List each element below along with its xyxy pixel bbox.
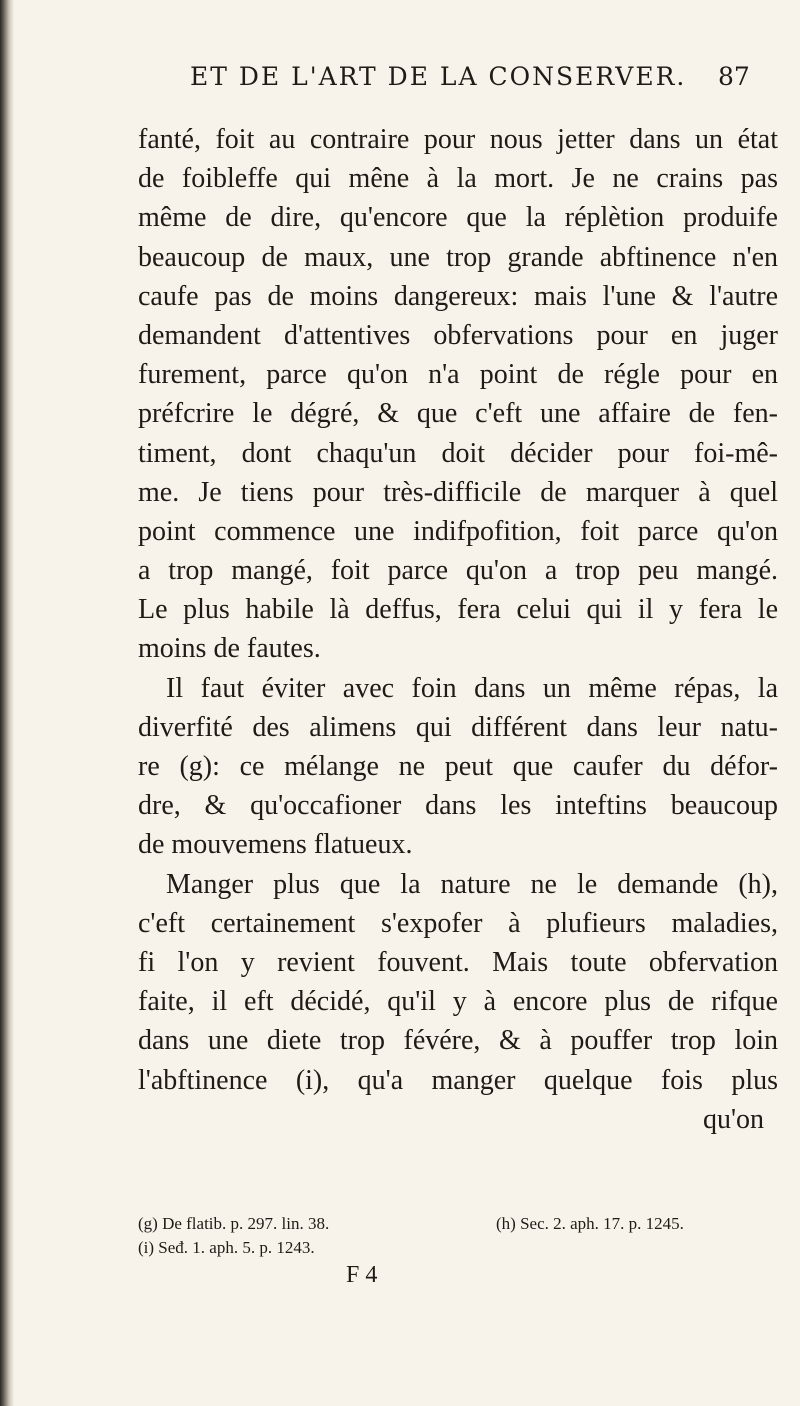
text-line: Il faut éviter avec foin dans un même répas, la [166,672,778,704]
body-text [138,120,778,1139]
text-line: dans une diete trop févére, & à pouffer trop loin [138,1025,778,1057]
text-line: c'eft certainement s'expofer à plufieurs maladies, [138,907,778,939]
footnote-i: (i) Seđ. 1. aph. 5. p. 1243. [138,1238,315,1257]
catchword: qu'on [702,1103,764,1135]
text-line: de foibleffe qui mêne à la mort. Je ne crains pas [138,163,778,195]
text-line: furement, parce qu'on n'a point de régle pour en [138,359,778,391]
text-line: diverfité des alimens qui différent dans leur natu- [138,711,778,743]
text-line: fanté, foit au contraire pour nous jetter dans un état [138,124,778,155]
footnote-h: (h) Sec. 2. aph. 17. p. 1245. [496,1214,684,1233]
text-line: caufe pas de moins dangereux: mais l'une & l'autre [138,280,778,312]
running-title: ET DE L'ART DE LA CONSERVER. [190,62,687,91]
binding-gutter [0,0,14,1406]
text-line: me. Je tiens pour très-difficile de marquer à quel [138,476,778,508]
text-line: moins de fautes. [138,633,321,665]
text-line: même de dire, qu'encore que la réplètion produife [138,202,778,234]
text-line: l'abftinence (i), qu'a manger quelque fois plus [138,1064,778,1096]
text-line: Le plus habile là deffus, fera celui qui il y fera le [138,594,778,626]
text-line: Manger plus que la nature ne le demande (h), [166,868,778,900]
text-line: re (g): ce mélange ne peut que caufer du défor- [138,751,778,782]
text-line: a trop mangé, foit parce qu'on a trop peu mangé. [138,555,778,587]
text-line: fi l'on y revient fouvent. Mais toute obfervation [138,946,778,978]
footnote-g: (g) De flatib. p. 297. lin. 38. [138,1214,330,1233]
text-line: timent, dont chaqu'un doit décider pour foi-mê- [138,437,778,469]
page-number: 87 [718,62,750,91]
footnotes [138,1212,778,1260]
text-line: point commence une indifpofition, foit parce qu'on [138,515,778,547]
text-line: demandent d'attentives obfervations pour en juger [138,319,778,351]
text-line: de mouvemens flatueux. [138,829,413,861]
text-line: faite, il eft décidé, qu'il y à encore plus de rifque [138,986,778,1018]
signature-mark: F 4 [346,1262,378,1288]
text-line: dre, & qu'occafioner dans les inteftins beaucoup [138,790,778,822]
text-line: beaucoup de maux, une trop grande abftinence n'en [138,241,778,273]
text-line: préfcrire le dégré, & que c'eft une affaire de fen- [138,398,778,430]
